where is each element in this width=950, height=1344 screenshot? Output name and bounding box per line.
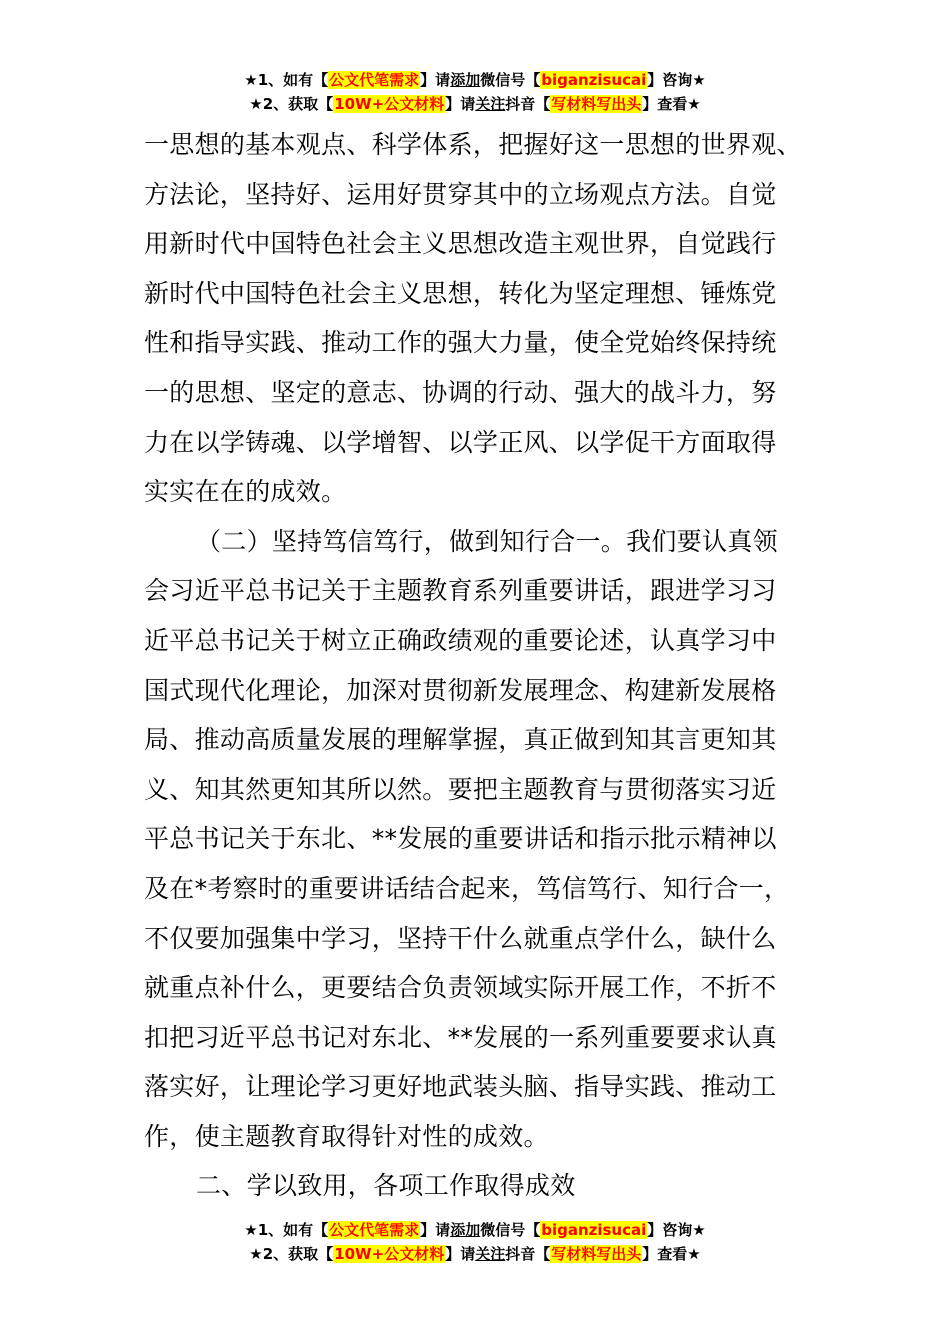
footer-promo-banner [0,1218,950,1266]
promo-text: 】咨询★ [647,71,706,89]
body-line: 会习近平总书记关于主题教育系列重要讲话，跟进学习习 [144,576,777,606]
body-line: 作，使主题教育取得针对性的成效。 [144,1121,549,1151]
highlighted-text: 10W+公文材料 [334,1245,445,1263]
body-line: 一思想的基本观点、科学体系，把握好这一思想的世界观、 [144,130,802,159]
highlighted-text: 公文代笔需求 [329,71,420,89]
body-line: 落实好，让理论学习更好地武装头脑、指导实践、推动工 [144,1072,777,1102]
promo-text: 】咨询★ [647,1221,706,1239]
body-line: 方法论，坚持好、运用好贯穿其中的立场观点方法。自觉 [144,179,777,209]
promo-text: ★1、如有【 [244,1221,329,1239]
highlighted-text: 10W+公文材料 [334,95,445,113]
promo-text: 】请 [420,71,451,89]
promo-text: 】请 [420,1221,451,1239]
promo-text: 】查看★ [642,1245,701,1263]
body-line: 义、知其然更知其所以然。要把主题教育与贯彻落实习近 [144,774,777,804]
promo-text: 】请 [445,1245,476,1263]
promo-line-2 [0,1242,950,1266]
body-line: 新时代中国特色社会主义思想，转化为坚定理想、锤炼党 [144,278,777,308]
promo-line-1 [0,68,950,92]
promo-text: 】请 [445,95,476,113]
promo-text: ★2、获取【 [249,1245,334,1263]
highlighted-text: biganzisucai [541,71,647,89]
section-heading: 二、学以致用，各项工作取得成效 [196,1171,576,1201]
promo-text: 微信号【 [480,71,541,89]
body-line: 实实在在的成效。 [144,477,347,507]
body-line: 近平总书记关于树立正确政绩观的重要论述，认真学习中 [144,625,777,655]
promo-text: 抖音【 [505,1245,551,1263]
promo-line-2 [0,92,950,116]
body-line: 局、推动高质量发展的理解掌握，真正做到知其言更知其 [144,725,777,755]
underlined-text: 关注 [475,95,506,113]
promo-text: ★2、获取【 [249,95,334,113]
body-line: 一的思想、坚定的意志、协调的行动、强大的战斗力，努 [144,377,777,407]
promo-text: ★1、如有【 [244,71,329,89]
promo-text: 】查看★ [642,95,701,113]
body-line: 用新时代中国特色社会主义思想改造主观世界，自觉践行 [144,229,777,259]
promo-text: 微信号【 [480,1221,541,1239]
subsection-heading-line: （二）坚持笃信笃行，做到知行合一。我们要认真领 [196,526,778,556]
underlined-text: 关注 [475,1245,506,1263]
body-line: 性和指导实践、推动工作的强大力量，使全党始终保持统 [144,328,777,358]
body-line: 国式现代化理论，加深对贯彻新发展理念、构建新发展格 [144,675,777,705]
body-line: 就重点补什么，更要结合负责领域实际开展工作，不折不 [144,973,777,1003]
underlined-text: 添加 [450,71,481,89]
promo-text: 抖音【 [505,95,551,113]
body-line: 扣把习近平总书记对东北、**发展的一系列重要要求认真 [144,1022,777,1052]
highlighted-text: biganzisucai [541,1221,647,1239]
underlined-text: 添加 [450,1221,481,1239]
highlighted-text: 公文代笔需求 [329,1221,420,1239]
header-promo-banner [0,68,950,116]
body-line: 平总书记关于东北、**发展的重要讲话和指示批示精神以 [144,824,777,854]
highlighted-text: 写材料写出头 [551,95,642,113]
document-body [144,120,802,1211]
promo-line-1 [0,1218,950,1242]
body-line: 及在*考察时的重要讲话结合起来，笃信笃行、知行合一， [144,873,790,903]
body-line: 不仅要加强集中学习，坚持干什么就重点学什么，缺什么 [144,923,777,953]
body-line: 力在以学铸魂、以学增智、以学正风、以学促干方面取得 [144,427,777,457]
highlighted-text: 写材料写出头 [551,1245,642,1263]
